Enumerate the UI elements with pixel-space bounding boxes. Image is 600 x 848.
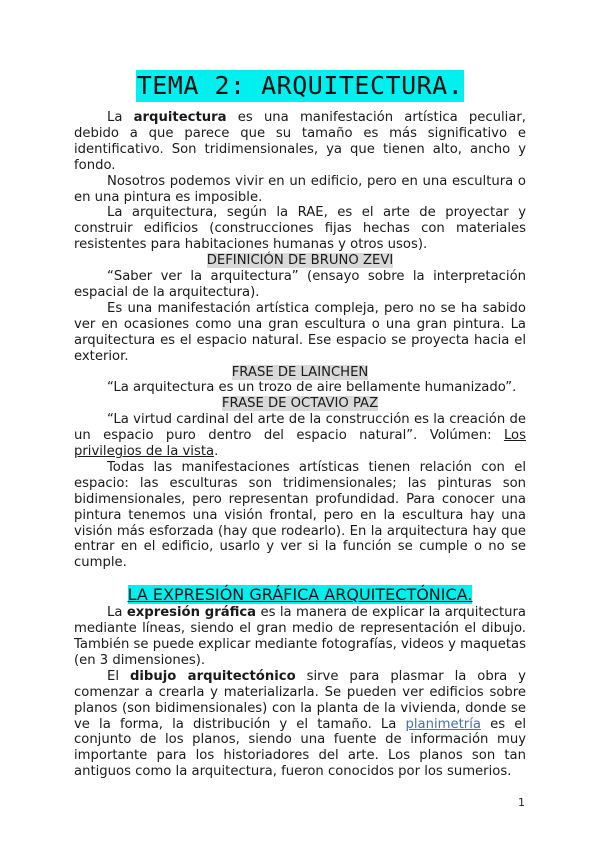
paragraph-espacio: Todas las manifestaciones artísticas tienen relación con el espacio: las esculturas son tridimensionales; las pinturas son bidimensionales, pero representan profundidad. Para conocer una pintura tenemos una visión frontal, pero en la escultura hay una visión más esforzada (hay que rodearlo). En la arquitectura hay que entrar en el edificio, usarlo y ver si la función se cumple o no se cumple. — [74, 459, 526, 571]
paragraph-lainchen-quote: “La arquitectura es un trozo de aire bellamente humanizado”. — [107, 380, 517, 396]
paragraph-intro: La arquitectura es una manifestación artística peculiar, debido a que parece que su tamaño es más significativo e identificativo. Son tridimensionales, ya que tienen alto, ancho y fondo. — [74, 110, 527, 173]
planimetria-link[interactable]: planimetría — [405, 716, 481, 732]
paragraph-saber-ver: “Saber ver la arquitectura” (ensayo sobre la interpretación espacial de la arquitectura). — [74, 269, 526, 300]
section-spacer — [74, 571, 526, 585]
section-heading: LA EXPRESIÓN GRÁFICA ARQUITECTÓNICA. — [127, 585, 473, 605]
paragraph-dibujo: El dibujo arquitectónico sirve para plasmar la obra y comenzar a crearla y materializarla. Se pueden ver edificios sobre planos (son bidimensionales) con la planta de la vivienda, donde se ve la forma, la distribución y el tamaño. La planimetría es el conjunto de los planos, siendo una fuente de información muy importante para los historiadores del arte. Los planos son tan antiguos como la arquitectura, fueron conocidos por los sumerios. — [74, 668, 526, 780]
document-body — [74, 110, 526, 780]
paragraph-expresion-grafica: La expresión gráfica es la manera de explicar la arquitectura mediante líneas, siendo el gran medio de representación el dibujo. También se puede explicar mediante fotografías, videos y maquetas (en 3 dimensiones). — [74, 605, 526, 668]
page-number: 1 — [518, 796, 525, 809]
heading-paz-wrap — [74, 396, 526, 412]
heading-zevi: DEFINICIÓN DE BRUNO ZEVI — [206, 253, 394, 269]
term-expresion-grafica: expresión gráfica — [126, 605, 257, 621]
paragraph-paz-quote: “La virtud cardinal del arte de la construcción es la creación de un espacio puro dentro del espacio natural”. Volúmen: Los privilegios de la vista. — [74, 412, 526, 460]
book-title: Los privilegios de la vista — [74, 428, 526, 460]
heading-paz: FRASE DE OCTAVIO PAZ — [221, 396, 379, 412]
heading-lainchen: FRASE DE LAINCHEN — [231, 364, 369, 380]
paragraph-compleja: Es una manifestación artística compleja, pero no se ha sabido ver en ocasiones como una gran escultura o una gran pintura. La arquitectura es el espacio natural. Ese espacio se proyecta hacia el exterior. — [74, 300, 526, 364]
heading-lainchen-wrap — [74, 365, 526, 381]
term-arquitectura: arquitectura — [133, 110, 227, 125]
paragraph-vivir: Nosotros podemos vivir en un edificio, pero en una escultura o en una pintura es imposible. — [74, 173, 526, 205]
section-heading-wrap — [74, 585, 526, 605]
term-dibujo-arquitectonico: dibujo arquitectónico — [129, 668, 296, 684]
heading-zevi-wrap — [74, 253, 526, 269]
paragraph-rae: La arquitectura, según la RAE, es el arte de proyectar y construir edificios (construcciones fijas hechas con materiales resistentes para habitaciones humanas y otros usos). — [74, 205, 526, 253]
page-title: TEMA 2: ARQUITECTURA. — [136, 71, 464, 100]
title-container — [0, 70, 600, 102]
